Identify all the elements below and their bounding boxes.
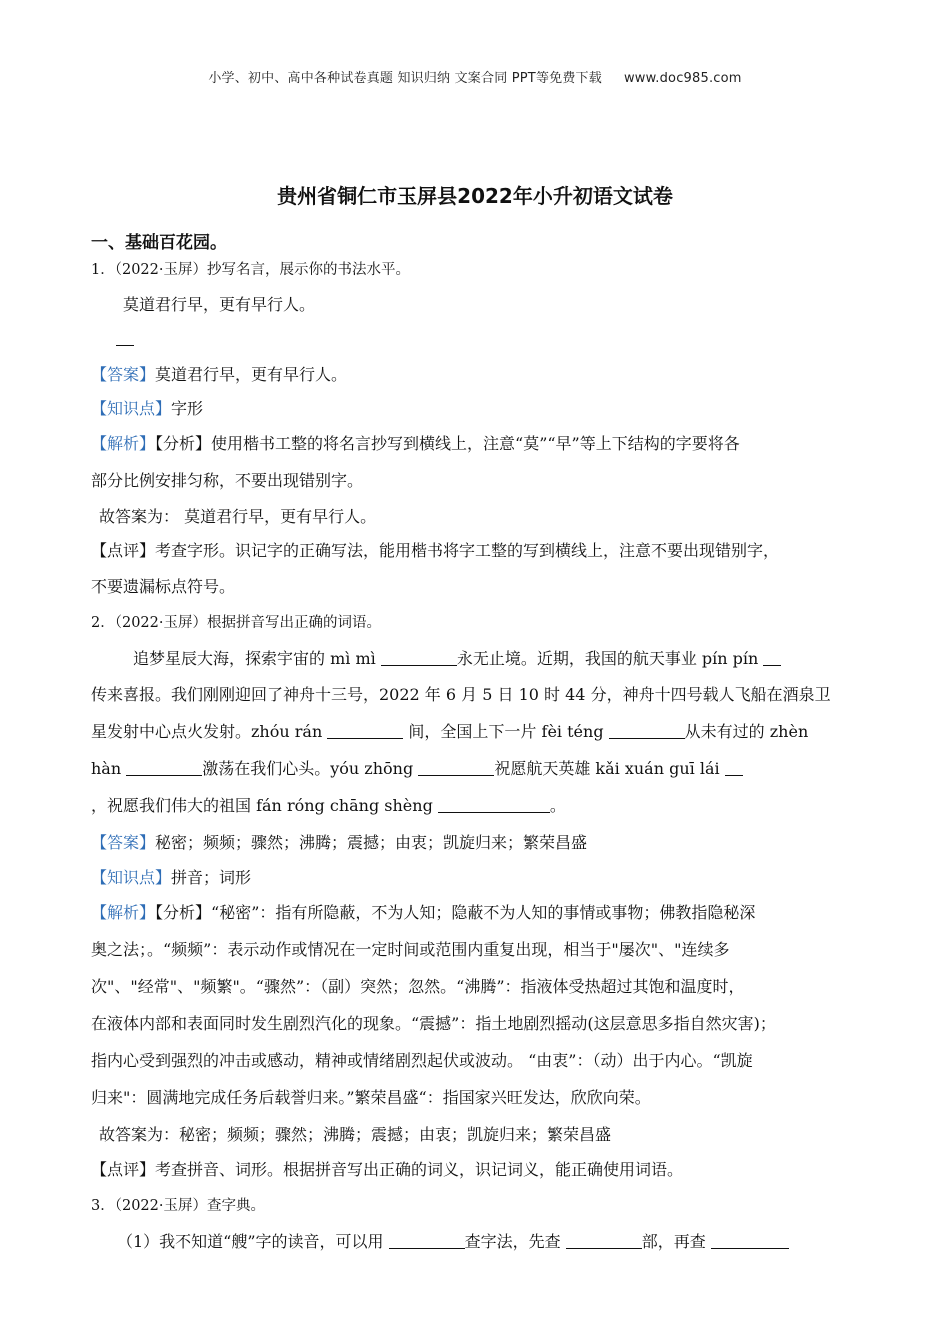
q2-text: 永无止境。近期，我国的航天事业 pín pín bbox=[456, 649, 764, 668]
q1-comment-text: 考查字形。识记字的正确写法，能用楷书将字工整的写到横线上，注意不要出现错别字， bbox=[155, 541, 780, 560]
q3-text: （1）我不知道“艘”字的读音，可以用 bbox=[117, 1232, 389, 1251]
q2-text: ，祝愿我们伟大的祖国 fán róng chāng shèng bbox=[91, 796, 438, 815]
answer-tag: 【答案】 bbox=[91, 833, 156, 852]
q2-passage-line5 bbox=[91, 795, 863, 817]
q2-analysis-l6: 归来"：圆满地完成任务后载誉归来。”繁荣昌盛“：指国家兴旺发达，欣欣向荣。 bbox=[91, 1088, 651, 1107]
knowledge-tag: 【知识点】 bbox=[91, 399, 172, 418]
q2-final: 故答案为：秘密；频频；骤然；沸腾；震撼；由衷；凯旋归来；繁荣昌盛 bbox=[99, 1125, 612, 1144]
blank-radical[interactable] bbox=[566, 1232, 642, 1249]
knowledge-tag: 【知识点】 bbox=[91, 868, 172, 887]
q1-knowledge bbox=[91, 398, 863, 420]
q2-knowledge-text: 拼音；词形 bbox=[171, 868, 252, 887]
exam-title: 贵州省铜仁市玉屏县2022年小升初语文试卷 bbox=[277, 184, 673, 208]
q2-analysis-text: 【分析】“秘密”：指有所隐蔽，不为人知；隐蔽不为人知的事情或事物；佛教指隐秘深 bbox=[155, 903, 756, 922]
q2-text: 祝愿航天英雄 kǎi xuán guī lái bbox=[494, 759, 725, 778]
comment-tag: 【点评】 bbox=[91, 541, 156, 560]
header-text: 小学、初中、高中各种试卷真题 知识归纳 文案合同 PPT等免费下载 bbox=[208, 71, 602, 86]
q3-text: 查字法，先查 bbox=[464, 1232, 566, 1251]
q2-passage-line4 bbox=[91, 758, 863, 780]
q1-analysis bbox=[91, 433, 863, 455]
q2-text: 从未有过的 zhèn bbox=[684, 722, 809, 741]
q2-text: 激荡在我们心头。yóu zhōng bbox=[202, 759, 419, 778]
q1-analysis-text: 【分析】使用楷书工整的将名言抄写到横线上，注意“莫”“早”等上下结构的字要将各 bbox=[155, 434, 740, 453]
blank-feiteng[interactable] bbox=[609, 722, 685, 739]
q2-analysis-l5: 指内心受到强烈的冲击或感动，精神或情绪剧烈起伏或波动。 “由衷”：（动）出于内心。“凯旋 bbox=[91, 1051, 753, 1070]
blank-zhenhan[interactable] bbox=[126, 759, 202, 776]
q2-analysis-l2: 奥之法；。“频频”：表示动作或情况在一定时间或范围内重复出现，相当于"屡次"、"连续多 bbox=[91, 940, 730, 959]
q2-analysis-l3: 次"、"经常"、"频繁"。“骤然”：（副）突然；忽然。“沸腾”：指液体受热超过其饱和温度时， bbox=[91, 977, 745, 996]
q1-quote: 莫道君行早，更有早行人。 bbox=[123, 295, 316, 314]
q1-comment bbox=[91, 540, 863, 562]
blank-method[interactable] bbox=[389, 1232, 465, 1249]
blank-strokes[interactable] bbox=[711, 1232, 789, 1249]
q1-stem: 1．（2022·玉屏）抄写名言，展示你的书法水平。 bbox=[91, 262, 410, 278]
analysis-tag: 【解析】 bbox=[91, 434, 156, 453]
answer-tag: 【答案】 bbox=[91, 365, 156, 384]
q1-analysis-cont: 部分比例安排匀称，不要出现错别字。 bbox=[91, 471, 364, 490]
q2-comment bbox=[91, 1159, 863, 1181]
q2-knowledge bbox=[91, 867, 863, 889]
answer-blank[interactable] bbox=[116, 333, 134, 346]
q2-passage-line2: 传来喜报。我们刚刚迎回了神舟十三号，2022 年 6 月 5 日 10 时 44 分，神舟十四号载人飞船在酒泉卫 bbox=[91, 685, 831, 704]
q2-text: hàn bbox=[91, 759, 127, 778]
q2-answer-text: 秘密；频频；骤然；沸腾；震撼；由衷；凯旋归来；繁荣昌盛 bbox=[155, 833, 588, 852]
page-header bbox=[0, 67, 950, 86]
blank-pinpin[interactable] bbox=[763, 649, 781, 666]
q3-sub1 bbox=[117, 1231, 889, 1253]
q2-text: 间，全国上下一片 fèi téng bbox=[403, 722, 609, 741]
q2-text: 。 bbox=[549, 796, 566, 815]
q2-stem: 2．（2022·玉屏）根据拼音写出正确的词语。 bbox=[91, 615, 381, 631]
blank-fanrong[interactable] bbox=[438, 796, 550, 813]
q2-analysis bbox=[91, 902, 863, 924]
blank-kaixuan[interactable] bbox=[725, 759, 743, 776]
q3-text: 部，再查 bbox=[641, 1232, 711, 1251]
q2-answer bbox=[91, 832, 863, 854]
q2-text: 追梦星辰大海，探索宇宙的 mì mì bbox=[133, 649, 381, 668]
q1-answer-line bbox=[116, 330, 888, 352]
q1-answer-text: 莫道君行早，更有早行人。 bbox=[155, 365, 348, 384]
comment-tag: 【点评】 bbox=[91, 1160, 156, 1179]
q3-stem: 3．（2022·玉屏）查字典。 bbox=[91, 1198, 265, 1214]
header-url[interactable]: www.doc985.com bbox=[623, 71, 742, 86]
q2-analysis-l4: 在液体内部和表面同时发生剧烈汽化的现象。“震撼”：指土地剧烈摇动(这层意思多指自然灾害)； bbox=[91, 1014, 776, 1033]
blank-youzhong[interactable] bbox=[418, 759, 494, 776]
q1-comment-cont: 不要遗漏标点符号。 bbox=[91, 577, 236, 596]
blank-zhouran[interactable] bbox=[327, 722, 403, 739]
q2-text: 星发射中心点火发射。zhóu rán bbox=[91, 722, 328, 741]
q2-passage-line3 bbox=[91, 721, 863, 743]
q2-passage-line1 bbox=[133, 648, 905, 670]
section-heading: 一、基础百花园。 bbox=[91, 233, 227, 253]
analysis-tag: 【解析】 bbox=[91, 903, 156, 922]
q2-comment-text: 考查拼音、词形。根据拼音写出正确的词义，识记词义，能正确使用词语。 bbox=[155, 1160, 684, 1179]
q1-final: 故答案为： 莫道君行早，更有早行人。 bbox=[99, 507, 377, 526]
q1-answer bbox=[91, 364, 863, 386]
q1-knowledge-text: 字形 bbox=[171, 399, 204, 418]
blank-mimi[interactable] bbox=[381, 649, 457, 666]
